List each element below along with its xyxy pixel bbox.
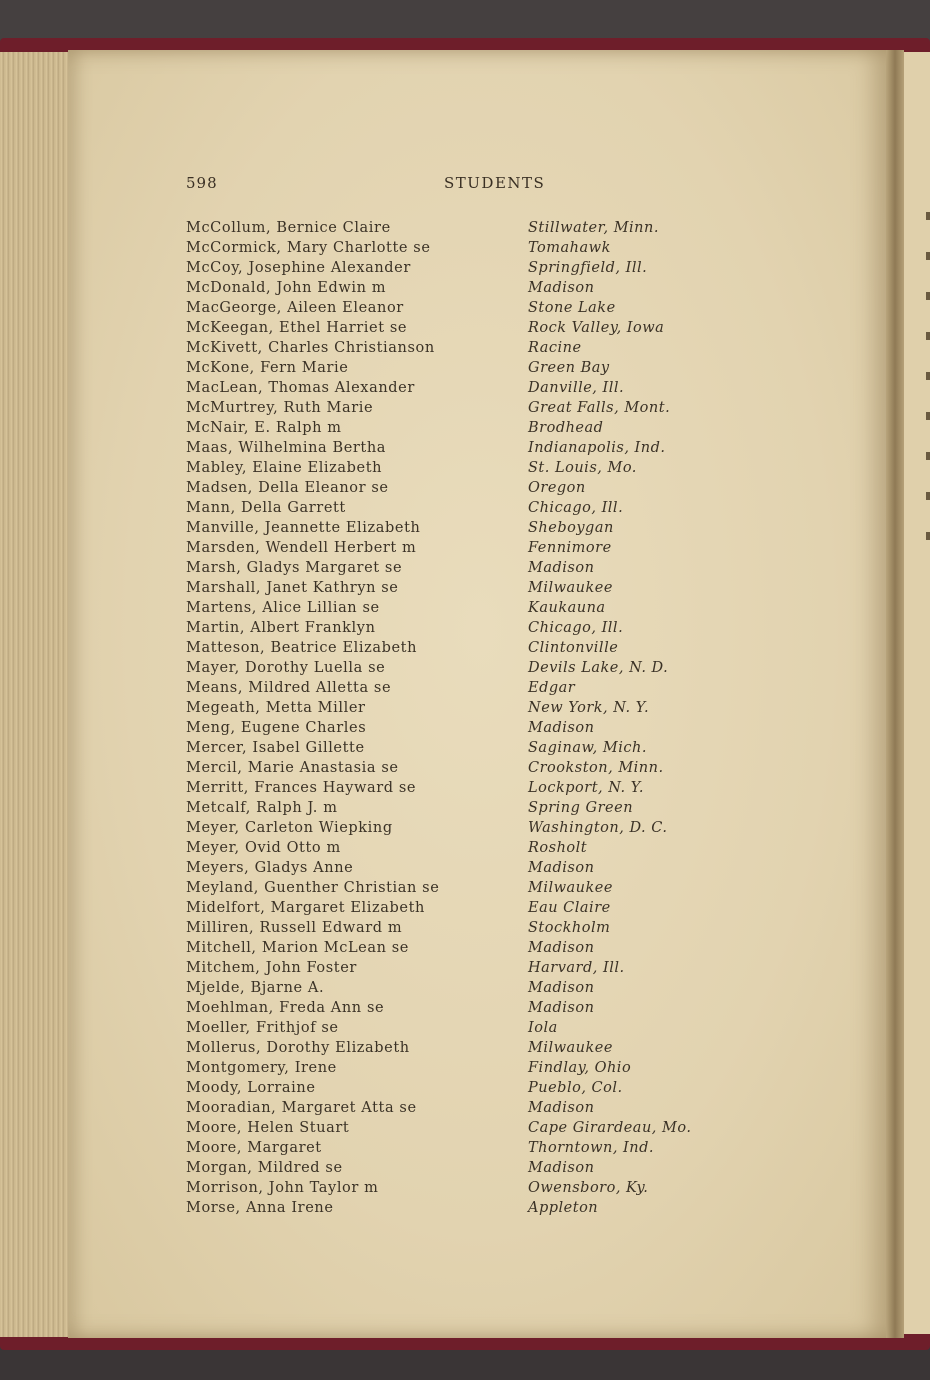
list-item [186,418,726,438]
list-item [186,938,726,958]
list-item [186,1118,726,1138]
list-item [186,458,726,478]
facing-page-mark [926,252,930,260]
list-item [186,438,726,458]
student-hometown: Great Falls, Mont. [528,400,671,416]
student-name: MacLean, Thomas Alexander [186,380,415,396]
list-item [186,798,726,818]
student-hometown: Sheboygan [528,520,614,536]
list-item [186,578,726,598]
student-hometown: Iola [528,1020,558,1036]
list-item [186,598,726,618]
student-name: Metcalf, Ralph J. m [186,800,338,816]
list-item [186,898,726,918]
student-name: Mjelde, Bjarne A. [186,980,325,996]
student-hometown: Madison [528,860,595,876]
student-hometown: Pueblo, Col. [528,1080,623,1096]
list-item [186,1078,726,1098]
student-hometown: Thorntown, Ind. [528,1140,654,1156]
student-hometown: Milwaukee [528,1040,613,1056]
list-item [186,978,726,998]
student-name: Meyers, Gladys Anne [186,860,354,876]
facing-page-mark [926,492,930,500]
student-name: MacGeorge, Aileen Eleanor [186,300,404,316]
list-item [186,358,726,378]
list-item [186,858,726,878]
student-name: Mabley, Elaine Elizabeth [186,460,383,476]
student-name: Marsden, Wendell Herbert m [186,540,417,556]
list-item [186,838,726,858]
list-item [186,998,726,1018]
student-hometown: Eau Claire [528,900,611,916]
student-hometown: Owensboro, Ky. [528,1180,649,1196]
student-hometown: Saginaw, Mich. [528,740,647,756]
list-item [186,518,726,538]
student-name: Marsh, Gladys Margaret se [186,560,403,576]
list-item [186,258,726,278]
facing-page-mark [926,532,930,540]
list-item [186,1138,726,1158]
facing-page-mark [926,412,930,420]
list-item [186,478,726,498]
student-name: Mercil, Marie Anastasia se [186,760,399,776]
student-name: Morse, Anna Irene [186,1200,334,1216]
student-hometown: Indianapolis, Ind. [528,440,666,456]
list-item [186,698,726,718]
student-name: Morrison, John Taylor m [186,1180,379,1196]
list-item [186,278,726,298]
book-gutter [886,50,904,1338]
student-hometown: Tomahawk [528,240,611,256]
student-hometown: Madison [528,980,595,996]
student-name: McCollum, Bernice Claire [186,220,391,236]
student-name: Meng, Eugene Charles [186,720,367,736]
student-hometown: Cape Girardeau, Mo. [528,1120,692,1136]
list-item [186,318,726,338]
student-name: McNair, E. Ralph m [186,420,342,436]
student-name: McKeegan, Ethel Harriet se [186,320,408,336]
student-hometown: Madison [528,1100,595,1116]
student-hometown: Madison [528,1000,595,1016]
student-name: Meyer, Ovid Otto m [186,840,341,856]
student-name: McKone, Fern Marie [186,360,349,376]
student-name: Matteson, Beatrice Elizabeth [186,640,418,656]
student-hometown: Fennimore [528,540,612,556]
student-name: Mitchem, John Foster [186,960,357,976]
student-hometown: Harvard, Ill. [528,960,625,976]
student-name: Marshall, Janet Kathryn se [186,580,399,596]
student-hometown: Milwaukee [528,880,613,896]
student-hometown: Madison [528,940,595,956]
list-item [186,818,726,838]
student-hometown: Clintonville [528,640,619,656]
student-name: Mooradian, Margaret Atta se [186,1100,417,1116]
student-hometown: Madison [528,560,595,576]
list-item [186,378,726,398]
student-hometown: Edgar [528,680,576,696]
student-name: Mercer, Isabel Gillette [186,740,365,756]
student-hometown: Stockholm [528,920,611,936]
student-name: Morgan, Mildred se [186,1160,343,1176]
student-hometown: New York, N. Y. [528,700,650,716]
student-name: Madsen, Della Eleanor se [186,480,389,496]
list-item [186,758,726,778]
student-hometown: Devils Lake, N. D. [528,660,669,676]
student-hometown: Stone Lake [528,300,616,316]
list-item [186,218,726,238]
facing-page-edge [904,52,930,1334]
student-hometown: Springfield, Ill. [528,260,648,276]
student-name: Maas, Wilhelmina Bertha [186,440,387,456]
student-name: McMurtrey, Ruth Marie [186,400,374,416]
page-title: STUDENTS [444,174,546,192]
student-name: Montgomery, Irene [186,1060,337,1076]
list-item [186,1018,726,1038]
student-name: McDonald, John Edwin m [186,280,387,296]
student-name: Merritt, Frances Hayward se [186,780,417,796]
student-hometown: Lockport, N. Y. [528,780,645,796]
student-hometown: Spring Green [528,800,634,816]
student-name: Mann, Della Garrett [186,500,346,516]
student-name: Meyer, Carleton Wiepking [186,820,393,836]
list-item [186,778,726,798]
list-item [186,918,726,938]
student-hometown: Madison [528,1160,595,1176]
student-name: Mitchell, Marion McLean se [186,940,409,956]
student-name: Mollerus, Dorothy Elizabeth [186,1040,410,1056]
student-name: Moore, Margaret [186,1140,322,1156]
student-name: Mayer, Dorothy Luella se [186,660,386,676]
student-hometown: Washington, D. C. [528,820,668,836]
student-hometown: Rock Valley, Iowa [528,320,665,336]
list-item [186,738,726,758]
list-item [186,1198,726,1218]
student-hometown: Danville, Ill. [528,380,625,396]
facing-page-mark [926,452,930,460]
list-item [186,878,726,898]
list-item [186,238,726,258]
student-name: Means, Mildred Alletta se [186,680,392,696]
list-item [186,658,726,678]
student-hometown: Milwaukee [528,580,613,596]
student-name: Moehlman, Freda Ann se [186,1000,385,1016]
student-hometown: Oregon [528,480,586,496]
student-name: Midelfort, Margaret Elizabeth [186,900,425,916]
student-hometown: Findlay, Ohio [528,1060,632,1076]
student-hometown: Chicago, Ill. [528,500,624,516]
student-name: McCoy, Josephine Alexander [186,260,411,276]
list-item [186,498,726,518]
list-item [186,638,726,658]
student-name: Moody, Lorraine [186,1080,316,1096]
list-item [186,538,726,558]
list-item [186,558,726,578]
facing-page-mark [926,372,930,380]
list-item [186,1158,726,1178]
list-item [186,1098,726,1118]
student-hometown: Madison [528,720,595,736]
list-item [186,678,726,698]
student-hometown: Crookston, Minn. [528,760,664,776]
facing-page-mark [926,292,930,300]
student-name: Moeller, Frithjof se [186,1020,339,1036]
list-item [186,338,726,358]
student-name: McCormick, Mary Charlotte se [186,240,431,256]
list-item [186,1058,726,1078]
student-name: Meyland, Guenther Christian se [186,880,440,896]
facing-page-mark [926,212,930,220]
list-item [186,1038,726,1058]
student-name: Martin, Albert Franklyn [186,620,376,636]
student-name: Moore, Helen Stuart [186,1120,350,1136]
student-hometown: Green Bay [528,360,610,376]
student-list [186,218,726,1218]
student-name: Milliren, Russell Edward m [186,920,403,936]
student-hometown: Rosholt [528,840,588,856]
student-hometown: Kaukauna [528,600,606,616]
list-item [186,958,726,978]
student-name: Manville, Jeannette Elizabeth [186,520,421,536]
student-hometown: Brodhead [528,420,604,436]
page-number: 598 [186,174,218,192]
facing-page-mark [926,332,930,340]
student-name: Megeath, Metta Miller [186,700,366,716]
student-hometown: Madison [528,280,595,296]
student-name: Martens, Alice Lillian se [186,600,380,616]
student-hometown: St. Louis, Mo. [528,460,637,476]
student-hometown: Stillwater, Minn. [528,220,659,236]
list-item [186,298,726,318]
student-name: McKivett, Charles Christianson [186,340,435,356]
student-hometown: Racine [528,340,582,356]
list-item [186,398,726,418]
student-hometown: Appleton [528,1200,599,1216]
list-item [186,1178,726,1198]
student-hometown: Chicago, Ill. [528,620,624,636]
list-item [186,718,726,738]
list-item [186,618,726,638]
